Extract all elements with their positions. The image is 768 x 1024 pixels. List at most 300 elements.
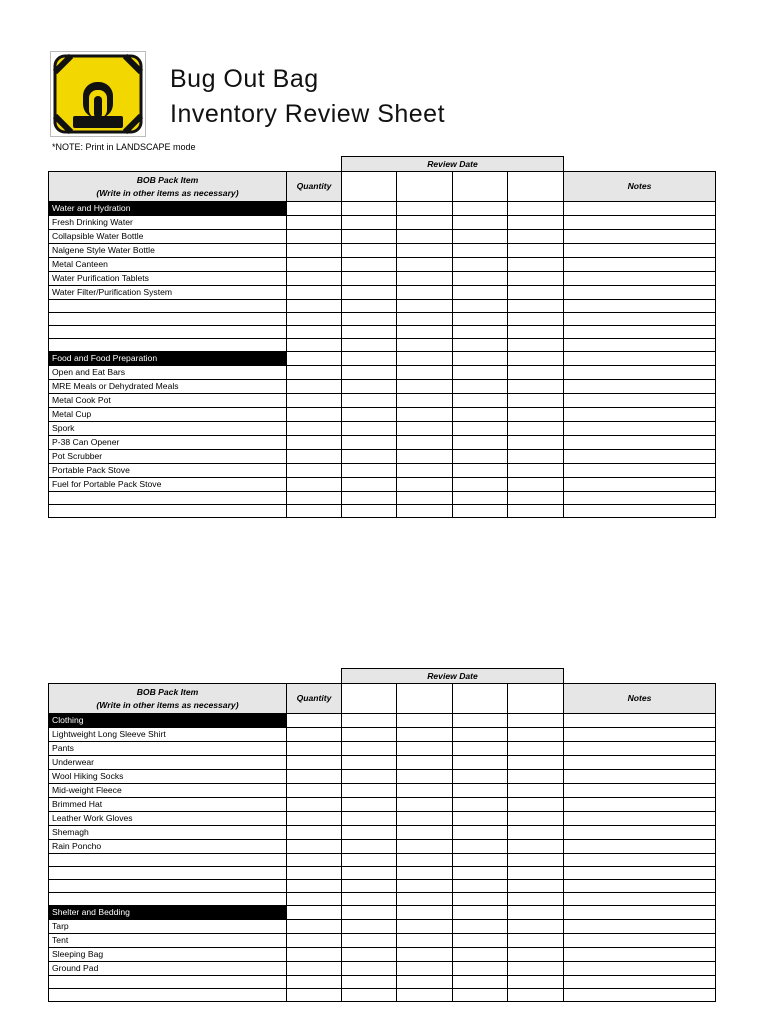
entry-cell[interactable] — [453, 422, 508, 436]
entry-cell[interactable] — [397, 976, 453, 989]
entry-cell[interactable] — [397, 230, 453, 244]
entry-cell[interactable] — [287, 962, 342, 976]
item-row — [49, 948, 716, 962]
entry-cell[interactable] — [508, 756, 564, 770]
entry-cell[interactable] — [287, 258, 342, 272]
entry-cell[interactable] — [342, 505, 397, 518]
write-in-item-cell[interactable] — [49, 313, 287, 326]
entry-cell[interactable] — [397, 989, 453, 1002]
entry-cell[interactable] — [508, 216, 564, 230]
entry-cell[interactable] — [342, 450, 397, 464]
entry-cell[interactable] — [287, 230, 342, 244]
entry-cell[interactable] — [287, 339, 342, 352]
entry-cell[interactable] — [342, 962, 397, 976]
review-date-cell[interactable] — [453, 684, 508, 714]
print-note: *NOTE: Print in LANDSCAPE mode — [52, 142, 196, 152]
entry-cell[interactable] — [564, 867, 716, 880]
entry-cell[interactable] — [564, 352, 716, 366]
entry-cell[interactable] — [287, 478, 342, 492]
entry-cell[interactable] — [564, 920, 716, 934]
entry-cell[interactable] — [287, 770, 342, 784]
entry-cell[interactable] — [397, 464, 453, 478]
write-in-item-cell[interactable] — [49, 492, 287, 505]
entry-cell[interactable] — [564, 286, 716, 300]
entry-cell[interactable] — [397, 326, 453, 339]
write-in-item-cell[interactable] — [49, 339, 287, 352]
entry-cell[interactable] — [342, 920, 397, 934]
entry-cell[interactable] — [508, 380, 564, 394]
entry-cell[interactable] — [342, 380, 397, 394]
entry-cell[interactable] — [397, 948, 453, 962]
entry-cell[interactable] — [508, 202, 564, 216]
review-date-cell[interactable] — [508, 684, 564, 714]
entry-cell[interactable] — [397, 880, 453, 893]
item-row — [49, 380, 716, 394]
review-date-cell[interactable] — [342, 172, 397, 202]
entry-cell[interactable] — [287, 976, 342, 989]
entry-cell[interactable] — [564, 230, 716, 244]
item-row — [49, 812, 716, 826]
entry-cell[interactable] — [508, 244, 564, 258]
entry-cell[interactable] — [453, 326, 508, 339]
entry-cell[interactable] — [342, 216, 397, 230]
item-name: Metal Cup — [49, 408, 287, 422]
entry-cell[interactable] — [453, 272, 508, 286]
entry-cell[interactable] — [564, 464, 716, 478]
entry-cell[interactable] — [564, 422, 716, 436]
entry-cell[interactable] — [397, 258, 453, 272]
entry-cell[interactable] — [508, 854, 564, 867]
entry-cell[interactable] — [564, 394, 716, 408]
entry-cell[interactable] — [287, 728, 342, 742]
entry-cell[interactable] — [287, 450, 342, 464]
entry-cell[interactable] — [453, 742, 508, 756]
entry-cell[interactable] — [287, 366, 342, 380]
entry-cell[interactable] — [342, 492, 397, 505]
entry-cell[interactable] — [508, 492, 564, 505]
blank-item-row — [49, 339, 716, 352]
entry-cell[interactable] — [564, 714, 716, 728]
entry-cell[interactable] — [564, 798, 716, 812]
entry-cell[interactable] — [453, 492, 508, 505]
entry-cell[interactable] — [287, 989, 342, 1002]
entry-cell[interactable] — [453, 826, 508, 840]
entry-cell[interactable] — [453, 880, 508, 893]
entry-cell[interactable] — [564, 756, 716, 770]
entry-cell[interactable] — [397, 962, 453, 976]
entry-cell[interactable] — [287, 742, 342, 756]
entry-cell[interactable] — [342, 394, 397, 408]
entry-cell[interactable] — [564, 366, 716, 380]
entry-cell[interactable] — [397, 394, 453, 408]
entry-cell[interactable] — [564, 313, 716, 326]
entry-cell[interactable] — [564, 492, 716, 505]
entry-cell[interactable] — [453, 989, 508, 1002]
entry-cell[interactable] — [564, 216, 716, 230]
entry-cell[interactable] — [508, 770, 564, 784]
entry-cell[interactable] — [508, 272, 564, 286]
entry-cell[interactable] — [453, 934, 508, 948]
entry-cell[interactable] — [342, 313, 397, 326]
entry-cell[interactable] — [287, 714, 342, 728]
entry-cell[interactable] — [453, 854, 508, 867]
entry-cell[interactable] — [342, 366, 397, 380]
entry-cell[interactable] — [342, 934, 397, 948]
entry-cell[interactable] — [508, 436, 564, 450]
entry-cell[interactable] — [508, 352, 564, 366]
entry-cell[interactable] — [397, 366, 453, 380]
entry-cell[interactable] — [287, 948, 342, 962]
item-row — [49, 230, 716, 244]
entry-cell[interactable] — [342, 798, 397, 812]
entry-cell[interactable] — [453, 976, 508, 989]
entry-cell[interactable] — [287, 784, 342, 798]
entry-cell[interactable] — [287, 505, 342, 518]
entry-cell[interactable] — [564, 408, 716, 422]
entry-cell[interactable] — [397, 934, 453, 948]
entry-cell[interactable] — [508, 728, 564, 742]
entry-cell[interactable] — [397, 286, 453, 300]
entry-cell[interactable] — [342, 464, 397, 478]
entry-cell[interactable] — [453, 286, 508, 300]
entry-cell[interactable] — [453, 812, 508, 826]
entry-cell[interactable] — [564, 948, 716, 962]
entry-cell[interactable] — [287, 854, 342, 867]
entry-cell[interactable] — [508, 826, 564, 840]
entry-cell[interactable] — [453, 867, 508, 880]
write-in-item-cell[interactable] — [49, 326, 287, 339]
entry-cell[interactable] — [508, 313, 564, 326]
entry-cell[interactable] — [342, 478, 397, 492]
entry-cell[interactable] — [564, 906, 716, 920]
entry-cell[interactable] — [564, 478, 716, 492]
entry-cell[interactable] — [453, 464, 508, 478]
entry-cell[interactable] — [342, 352, 397, 366]
entry-cell[interactable] — [342, 742, 397, 756]
entry-cell[interactable] — [508, 505, 564, 518]
item-row — [49, 244, 716, 258]
entry-cell[interactable] — [453, 244, 508, 258]
entry-cell[interactable] — [453, 920, 508, 934]
entry-cell[interactable] — [564, 258, 716, 272]
entry-cell[interactable] — [453, 478, 508, 492]
entry-cell[interactable] — [287, 394, 342, 408]
entry-cell[interactable] — [342, 300, 397, 313]
write-in-item-cell[interactable] — [49, 505, 287, 518]
entry-cell[interactable] — [397, 920, 453, 934]
review-date-cell[interactable] — [453, 172, 508, 202]
entry-cell[interactable] — [508, 934, 564, 948]
entry-cell[interactable] — [397, 770, 453, 784]
entry-cell[interactable] — [508, 714, 564, 728]
entry-cell[interactable] — [453, 300, 508, 313]
entry-cell[interactable] — [287, 840, 342, 854]
entry-cell[interactable] — [453, 394, 508, 408]
entry-cell[interactable] — [397, 380, 453, 394]
entry-cell[interactable] — [564, 854, 716, 867]
entry-cell[interactable] — [342, 906, 397, 920]
entry-cell[interactable] — [453, 906, 508, 920]
entry-cell[interactable] — [397, 728, 453, 742]
entry-cell[interactable] — [564, 770, 716, 784]
entry-cell[interactable] — [508, 962, 564, 976]
entry-cell[interactable] — [508, 906, 564, 920]
entry-cell[interactable] — [508, 478, 564, 492]
item-name: Tarp — [49, 920, 287, 934]
entry-cell[interactable] — [453, 230, 508, 244]
entry-cell[interactable] — [564, 880, 716, 893]
entry-cell[interactable] — [397, 742, 453, 756]
entry-cell[interactable] — [397, 756, 453, 770]
entry-cell[interactable] — [287, 352, 342, 366]
entry-cell[interactable] — [397, 714, 453, 728]
entry-cell[interactable] — [287, 422, 342, 436]
entry-cell[interactable] — [508, 258, 564, 272]
entry-cell[interactable] — [453, 313, 508, 326]
entry-cell[interactable] — [564, 728, 716, 742]
entry-cell[interactable] — [342, 989, 397, 1002]
entry-cell[interactable] — [287, 286, 342, 300]
entry-cell[interactable] — [287, 202, 342, 216]
entry-cell[interactable] — [397, 216, 453, 230]
item-row — [49, 286, 716, 300]
entry-cell[interactable] — [397, 422, 453, 436]
entry-cell[interactable] — [342, 756, 397, 770]
entry-cell[interactable] — [342, 714, 397, 728]
entry-cell[interactable] — [342, 770, 397, 784]
entry-cell[interactable] — [287, 920, 342, 934]
write-in-item-cell[interactable] — [49, 867, 287, 880]
entry-cell[interactable] — [508, 798, 564, 812]
entry-cell[interactable] — [287, 272, 342, 286]
entry-cell[interactable] — [453, 436, 508, 450]
entry-cell[interactable] — [287, 880, 342, 893]
entry-cell[interactable] — [564, 505, 716, 518]
entry-cell[interactable] — [342, 784, 397, 798]
entry-cell[interactable] — [508, 742, 564, 756]
entry-cell[interactable] — [564, 339, 716, 352]
entry-cell[interactable] — [342, 326, 397, 339]
entry-cell[interactable] — [287, 893, 342, 906]
entry-cell[interactable] — [397, 906, 453, 920]
entry-cell[interactable] — [508, 464, 564, 478]
entry-cell[interactable] — [508, 408, 564, 422]
entry-cell[interactable] — [453, 408, 508, 422]
entry-cell[interactable] — [564, 450, 716, 464]
entry-cell[interactable] — [397, 867, 453, 880]
entry-cell[interactable] — [342, 258, 397, 272]
entry-cell[interactable] — [453, 770, 508, 784]
entry-cell[interactable] — [397, 478, 453, 492]
entry-cell[interactable] — [397, 450, 453, 464]
entry-cell[interactable] — [508, 920, 564, 934]
entry-cell[interactable] — [397, 893, 453, 906]
item-row — [49, 798, 716, 812]
entry-cell[interactable] — [508, 230, 564, 244]
entry-cell[interactable] — [397, 352, 453, 366]
entry-cell[interactable] — [287, 436, 342, 450]
entry-cell[interactable] — [564, 840, 716, 854]
entry-cell[interactable] — [453, 505, 508, 518]
entry-cell[interactable] — [397, 244, 453, 258]
entry-cell[interactable] — [287, 408, 342, 422]
entry-cell[interactable] — [342, 893, 397, 906]
entry-cell[interactable] — [397, 408, 453, 422]
entry-cell[interactable] — [342, 230, 397, 244]
entry-cell[interactable] — [453, 258, 508, 272]
entry-cell[interactable] — [287, 798, 342, 812]
entry-cell[interactable] — [564, 893, 716, 906]
entry-cell[interactable] — [508, 326, 564, 339]
entry-cell[interactable] — [342, 339, 397, 352]
entry-cell[interactable] — [397, 202, 453, 216]
quantity-header: Quantity — [287, 172, 342, 202]
entry-cell[interactable] — [342, 840, 397, 854]
review-date-cell[interactable] — [397, 172, 453, 202]
item-row — [49, 450, 716, 464]
entry-cell[interactable] — [564, 326, 716, 339]
review-date-cell[interactable] — [342, 684, 397, 714]
entry-cell[interactable] — [342, 436, 397, 450]
entry-cell[interactable] — [287, 812, 342, 826]
entry-cell[interactable] — [397, 840, 453, 854]
entry-cell[interactable] — [287, 216, 342, 230]
entry-cell[interactable] — [508, 840, 564, 854]
entry-cell[interactable] — [287, 326, 342, 339]
entry-cell[interactable] — [397, 854, 453, 867]
entry-cell[interactable] — [287, 934, 342, 948]
entry-cell[interactable] — [453, 728, 508, 742]
write-in-item-cell[interactable] — [49, 854, 287, 867]
entry-cell[interactable] — [397, 784, 453, 798]
entry-cell[interactable] — [508, 976, 564, 989]
entry-cell[interactable] — [342, 408, 397, 422]
entry-cell[interactable] — [564, 272, 716, 286]
entry-cell[interactable] — [397, 339, 453, 352]
entry-cell[interactable] — [453, 784, 508, 798]
entry-cell[interactable] — [342, 422, 397, 436]
entry-cell[interactable] — [397, 812, 453, 826]
review-date-cell[interactable] — [508, 172, 564, 202]
entry-cell[interactable] — [287, 313, 342, 326]
entry-cell[interactable] — [397, 313, 453, 326]
entry-cell[interactable] — [397, 798, 453, 812]
entry-cell[interactable] — [287, 380, 342, 394]
entry-cell[interactable] — [287, 867, 342, 880]
entry-cell[interactable] — [397, 272, 453, 286]
write-in-item-cell[interactable] — [49, 989, 287, 1002]
entry-cell[interactable] — [508, 450, 564, 464]
entry-cell[interactable] — [508, 784, 564, 798]
entry-cell[interactable] — [453, 756, 508, 770]
write-in-item-cell[interactable] — [49, 976, 287, 989]
entry-cell[interactable] — [564, 989, 716, 1002]
entry-cell[interactable] — [287, 492, 342, 505]
entry-cell[interactable] — [564, 826, 716, 840]
entry-cell[interactable] — [397, 436, 453, 450]
entry-cell[interactable] — [508, 422, 564, 436]
entry-cell[interactable] — [453, 366, 508, 380]
entry-cell[interactable] — [508, 867, 564, 880]
entry-cell[interactable] — [564, 742, 716, 756]
entry-cell[interactable] — [453, 339, 508, 352]
entry-cell[interactable] — [453, 352, 508, 366]
entry-cell[interactable] — [453, 840, 508, 854]
entry-cell[interactable] — [508, 394, 564, 408]
entry-cell[interactable] — [342, 867, 397, 880]
write-in-item-cell[interactable] — [49, 300, 287, 313]
entry-cell[interactable] — [342, 286, 397, 300]
entry-cell[interactable] — [342, 976, 397, 989]
entry-cell[interactable] — [508, 948, 564, 962]
entry-cell[interactable] — [564, 300, 716, 313]
entry-cell[interactable] — [397, 492, 453, 505]
entry-cell[interactable] — [287, 906, 342, 920]
entry-cell[interactable] — [342, 880, 397, 893]
entry-cell[interactable] — [287, 756, 342, 770]
entry-cell[interactable] — [508, 286, 564, 300]
entry-cell[interactable] — [564, 784, 716, 798]
entry-cell[interactable] — [508, 893, 564, 906]
entry-cell[interactable] — [397, 505, 453, 518]
entry-cell[interactable] — [508, 366, 564, 380]
entry-cell[interactable] — [287, 244, 342, 258]
entry-cell[interactable] — [508, 812, 564, 826]
entry-cell[interactable] — [508, 880, 564, 893]
entry-cell[interactable] — [342, 948, 397, 962]
item-name: Spork — [49, 422, 287, 436]
review-date-cell[interactable] — [397, 684, 453, 714]
entry-cell[interactable] — [342, 202, 397, 216]
entry-cell[interactable] — [564, 380, 716, 394]
item-row — [49, 742, 716, 756]
entry-cell[interactable] — [508, 300, 564, 313]
entry-cell[interactable] — [564, 976, 716, 989]
write-in-item-cell[interactable] — [49, 893, 287, 906]
entry-cell[interactable] — [342, 272, 397, 286]
entry-cell[interactable] — [287, 300, 342, 313]
entry-cell[interactable] — [508, 989, 564, 1002]
entry-cell[interactable] — [287, 464, 342, 478]
entry-cell[interactable] — [342, 854, 397, 867]
entry-cell[interactable] — [564, 934, 716, 948]
entry-cell[interactable] — [397, 300, 453, 313]
entry-cell[interactable] — [564, 436, 716, 450]
entry-cell[interactable] — [342, 812, 397, 826]
entry-cell[interactable] — [342, 244, 397, 258]
entry-cell[interactable] — [453, 216, 508, 230]
bob-pack-item-header — [49, 684, 287, 714]
entry-cell[interactable] — [564, 202, 716, 216]
write-in-item-cell[interactable] — [49, 880, 287, 893]
entry-cell[interactable] — [397, 826, 453, 840]
entry-cell[interactable] — [453, 450, 508, 464]
entry-cell[interactable] — [453, 962, 508, 976]
entry-cell[interactable] — [564, 244, 716, 258]
entry-cell[interactable] — [287, 826, 342, 840]
entry-cell[interactable] — [342, 728, 397, 742]
entry-cell[interactable] — [453, 202, 508, 216]
entry-cell[interactable] — [342, 826, 397, 840]
entry-cell[interactable] — [453, 798, 508, 812]
entry-cell[interactable] — [564, 962, 716, 976]
entry-cell[interactable] — [508, 339, 564, 352]
entry-cell[interactable] — [453, 948, 508, 962]
entry-cell[interactable] — [564, 812, 716, 826]
entry-cell[interactable] — [453, 893, 508, 906]
entry-cell[interactable] — [453, 380, 508, 394]
entry-cell[interactable] — [453, 714, 508, 728]
